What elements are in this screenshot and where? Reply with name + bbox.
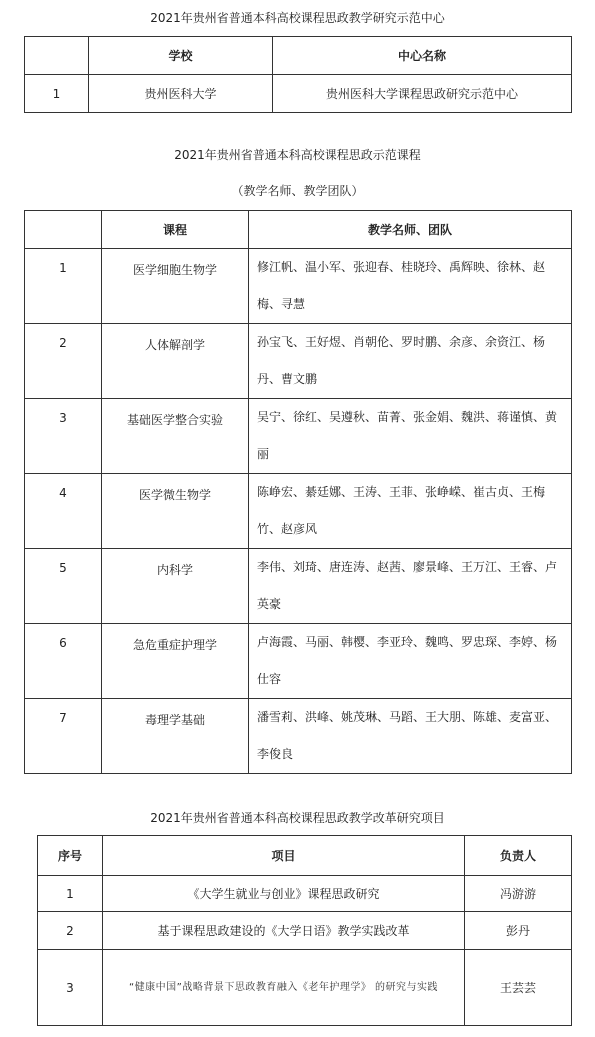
teacher-team: 孙宝飞、王好煜、肖朝伦、罗时鹏、余彦、余资江、杨丹、曹文鹏 [249, 324, 572, 399]
center-name: 贵州医科大学课程思政研究示范中心 [273, 75, 572, 113]
project-name: “健康中国”战略背景下思政教育融入《老年护理学》 的研究与实践 [103, 950, 465, 1026]
row-number: 1 [25, 249, 102, 324]
table-row [25, 699, 572, 774]
teacher-team: 陈峥宏、綦廷娜、王涛、王菲、张峥嵘、崔古贞、王梅竹、赵彦风 [249, 474, 572, 549]
school-name: 贵州医科大学 [89, 75, 273, 113]
table-row [25, 324, 572, 399]
project-leader: 王芸芸 [465, 950, 572, 1026]
row-number: 7 [25, 699, 102, 774]
header-course: 课程 [102, 211, 249, 249]
row-number: 5 [25, 549, 102, 624]
course-name: 医学细胞生物学 [102, 249, 249, 324]
section2-table [24, 210, 572, 774]
table-row [25, 399, 572, 474]
row-number: 2 [38, 912, 103, 950]
header-school: 学校 [89, 37, 273, 75]
row-number: 3 [25, 399, 102, 474]
teacher-team: 李伟、刘琦、唐连涛、赵茜、廖景峰、王万江、王睿、卢英豪 [249, 549, 572, 624]
teacher-team: 吴宁、徐红、吴遵秋、苗菁、张金娟、魏洪、蒋谨慎、黄丽 [249, 399, 572, 474]
header-teacher-team: 教学名师、团队 [249, 211, 572, 249]
header-leader: 负责人 [465, 836, 572, 876]
course-name: 急危重症护理学 [102, 624, 249, 699]
header-blank [25, 37, 89, 75]
teacher-team: 修江帆、温小军、张迎春、桂晓玲、禹辉映、徐林、赵梅、寻慧 [249, 249, 572, 324]
table-row [38, 876, 572, 912]
table-row [38, 912, 572, 950]
row-number: 1 [38, 876, 103, 912]
table-row [38, 950, 572, 1026]
row-number: 3 [38, 950, 103, 1026]
course-name: 人体解剖学 [102, 324, 249, 399]
table-row [25, 249, 572, 324]
course-name: 内科学 [102, 549, 249, 624]
row-number: 1 [25, 75, 89, 113]
table-row [25, 549, 572, 624]
project-name: 《大学生就业与创业》课程思政研究 [103, 876, 465, 912]
teacher-team: 卢海霞、马丽、韩樱、李亚玲、魏鸣、罗忠琛、李婷、杨仕容 [249, 624, 572, 699]
teacher-team: 潘雪莉、洪峰、姚茂琳、马蹈、王大朋、陈雄、麦富亚、李俊良 [249, 699, 572, 774]
course-name: 毒理学基础 [102, 699, 249, 774]
row-number: 2 [25, 324, 102, 399]
section2-subtitle: （教学名师、教学团队） [231, 184, 364, 198]
table-row [25, 474, 572, 549]
header-center-name: 中心名称 [273, 37, 572, 75]
section1-table [24, 36, 572, 113]
section1-title: 2021年贵州省普通本科高校课程思政教学研究示范中心 [150, 11, 445, 25]
project-leader: 冯游游 [465, 876, 572, 912]
table-row [25, 75, 572, 113]
header-blank [25, 211, 102, 249]
course-name: 医学微生物学 [102, 474, 249, 549]
section3-table [37, 835, 572, 1026]
header-serial-number: 序号 [38, 836, 103, 876]
section2-title: 2021年贵州省普通本科高校课程思政示范课程 [174, 148, 421, 162]
project-name: 基于课程思政建设的《大学日语》教学实践改革 [103, 912, 465, 950]
table-row [25, 624, 572, 699]
course-name: 基础医学整合实验 [102, 399, 249, 474]
row-number: 4 [25, 474, 102, 549]
section3-title: 2021年贵州省普通本科高校课程思政教学改革研究项目 [150, 811, 445, 825]
row-number: 6 [25, 624, 102, 699]
header-project: 项目 [103, 836, 465, 876]
project-leader: 彭丹 [465, 912, 572, 950]
